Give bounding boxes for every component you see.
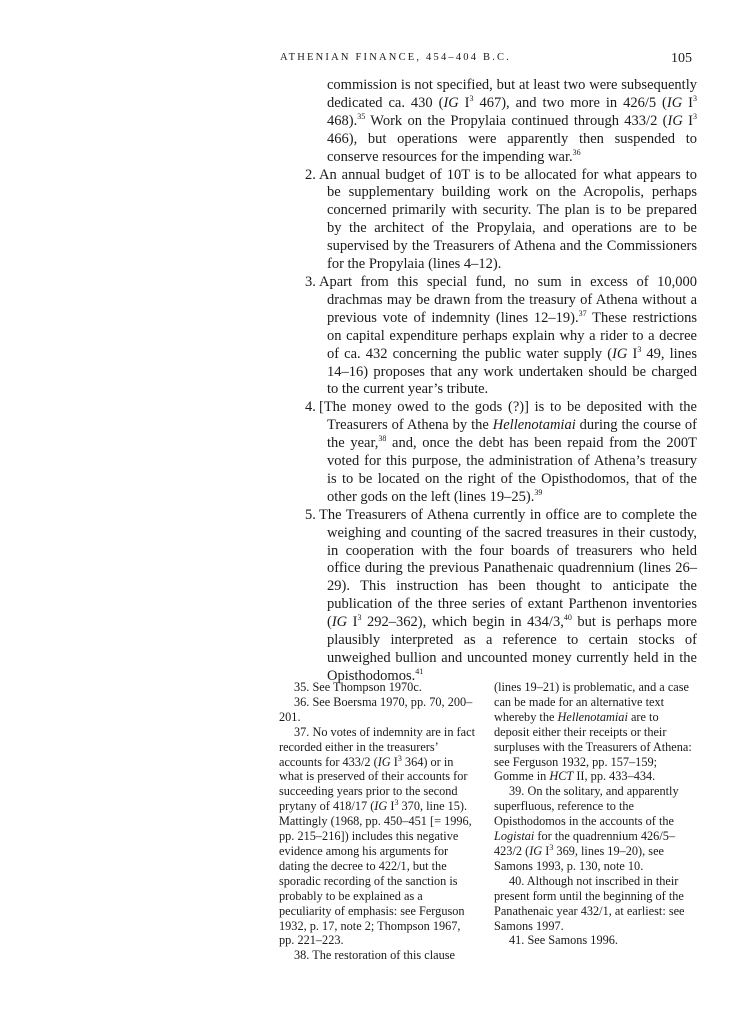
- text-run: (lines 19–21) is problematic, and a case can be made for an alternative text whereby the: [494, 680, 689, 724]
- text-run: during the course of the year,: [327, 417, 697, 452]
- superscript: 3: [693, 111, 697, 121]
- list-item-number: 2.: [305, 166, 316, 183]
- text-run: II, pp. 433–434.: [573, 769, 656, 784]
- text-run: 49, lines 14–16) proposes that any work undertaken should be charged to the current year’s tribute.: [327, 345, 697, 398]
- text-run: commission is not specified, but at least two were subsequently dedicated ca. 430 (: [327, 77, 697, 111]
- text-run: I: [390, 754, 398, 769]
- text-run: I: [347, 614, 358, 631]
- numbered-list: [305, 167, 697, 686]
- footnote: [494, 933, 692, 948]
- footnote: [494, 874, 692, 934]
- text-run: 38. The restoration of this clause: [294, 948, 455, 963]
- footnote: [494, 680, 692, 784]
- list-item-number: 4.: [305, 399, 316, 416]
- footnote: [279, 680, 477, 695]
- text-run: for the quadrennium 426/5–423/2 (: [494, 829, 676, 858]
- footnote: [279, 948, 477, 963]
- superscript: 35: [357, 111, 366, 121]
- text-run: I: [387, 799, 395, 814]
- italic-term: Hellenotamiai: [557, 709, 628, 724]
- text-run: 41. See Samons 1996.: [509, 933, 618, 948]
- continuation-paragraph: [305, 77, 697, 167]
- text-run: 39. On the solitary, and apparently superfluous, reference to the Opisthodomos in the accounts of the: [494, 784, 679, 829]
- text-run: 369, lines 19–20), see Samons 1993, p. 130, note 10.: [494, 843, 664, 873]
- text-run: I: [682, 112, 693, 129]
- text-run: [The money owed to the gods (?)] is to be deposited with the Treasurers of Athena by the: [319, 399, 697, 434]
- list-item-text: [305, 274, 697, 399]
- italic-term: IG: [529, 843, 543, 858]
- footnote: [279, 725, 477, 949]
- superscript: 3: [469, 94, 474, 104]
- text-run: 40. Although not inscribed in their present form until the beginning of the Panathenaic year 432/1, at earliest: see Samons 1997.: [494, 873, 685, 933]
- superscript: 3: [357, 613, 362, 623]
- footnotes-left-column: [279, 680, 477, 963]
- footnote: [494, 784, 692, 873]
- text-run: 370, line 15). Mattingly (1968, pp. 450–451 [= 1996, pp. 215–216]) includes this negative evidence among his arguments for dating the decree to 422/1, but the sporadic recording of the sanction is probably to be explained as a peculiarity of emphasis: see Ferguson 1932, p. 17, note 2; Thompson 1967, pp. 221–223.: [279, 799, 472, 948]
- list-item-text: [305, 507, 697, 686]
- list-item-text: [305, 167, 697, 274]
- text-run: I: [542, 843, 550, 858]
- list-item-text: [305, 399, 697, 506]
- text-run: 292–362), which begin in 434/3,: [361, 614, 564, 631]
- text-run: An annual budget of 10T is to be allocated for what appears to be supplementary building work on the Acropolis, perhaps concerned primarily with security. The plan is to be prepared by the architect of the Propylaia, and operations are to be supervised by the Treasurers of Athena and the Commissioners for the Propylaia (lines 4–12).: [319, 166, 697, 273]
- text-run: Apart from this special fund, no sum in excess of 10,000 drachmas may be drawn from the treasury of Athena without a previous vote of indemnity (lines 12–19).: [319, 273, 697, 326]
- italic-term: IG: [667, 112, 683, 129]
- list-item-number: 3.: [305, 273, 316, 290]
- list-item-number: 5.: [305, 506, 316, 523]
- superscript: 36: [572, 147, 581, 157]
- text-run: 364) or in what is preserved of their accounts for succeeding years prior to the second prytany of 418/17 (: [279, 754, 468, 814]
- superscript: 37: [578, 308, 587, 318]
- list-item: [305, 274, 697, 399]
- text-run: 37. No votes of indemnity are in fact recorded either in the treasurers’ accounts for 433/2 (: [279, 724, 475, 769]
- superscript: 3: [394, 798, 399, 808]
- italic-term: IG: [374, 799, 388, 814]
- text-run: I: [458, 94, 470, 111]
- italic-term: IG: [331, 614, 348, 631]
- list-item: [305, 507, 697, 686]
- text-run: Work on the Propylaia continued through 433/2 (: [365, 112, 668, 129]
- italic-term: IG: [666, 94, 683, 111]
- superscript: 3: [397, 753, 402, 763]
- italic-term: IG: [443, 94, 459, 111]
- italic-term: IG: [612, 345, 628, 362]
- superscript: 3: [637, 344, 642, 354]
- text-run: I: [682, 94, 693, 111]
- superscript: 41: [415, 667, 424, 677]
- running-head-title: ATHENIAN FINANCE, 454–404 B.C.: [280, 52, 512, 63]
- superscript: 39: [534, 488, 543, 498]
- list-item: [305, 399, 697, 506]
- text-run: These restrictions on capital expenditure perhaps explain why a rider to a decree of ca. 432 concerning the public water supply (: [327, 309, 698, 362]
- italic-term: IG: [377, 754, 391, 769]
- superscript: 3: [692, 94, 697, 104]
- text-run: 466), but operations were apparently then suspended to conserve resources for the impending war.: [327, 130, 697, 165]
- text-run: but is perhaps more plausibly interpreted as a reference to certain stocks of unweighed bullion and uncounted money currently held in the Opisthodomos.: [327, 614, 697, 684]
- italic-term: HCT: [549, 769, 574, 784]
- text-run: 467), and two more in 426/5 (: [473, 94, 667, 111]
- superscript: 38: [378, 434, 387, 444]
- text-run: I: [627, 345, 638, 362]
- text-run: The Treasurers of Athena currently in office are to complete the weighing and counting of the sacred treasures in their custody, in cooperation with the four boards of treasurers who held office during the previous Panathenaic quadrennium (lines 26–29). This instruction has been thought to anticipate the publication of the three series of extant Parthenon inventories (: [319, 506, 697, 631]
- list-item: [305, 167, 697, 274]
- footnote: [279, 695, 477, 725]
- text-run: 468).: [327, 112, 358, 129]
- superscript: 40: [563, 613, 572, 623]
- text-run: 36. See Boersma 1970, pp. 70, 200–201.: [279, 694, 473, 724]
- superscript: 3: [549, 842, 554, 852]
- text-run: and, once the debt has been repaid from the 200T voted for this purpose, the administration of Athena’s treasury is to be located on the right of the Opisthodomos, that of the other gods on the left (lines 19–25).: [327, 435, 697, 505]
- footnotes-right-column: [494, 680, 692, 948]
- page-number: 105: [671, 51, 692, 66]
- italic-term: Hellenotamiai: [492, 417, 576, 434]
- running-header: [280, 52, 692, 70]
- italic-term: Logistai: [494, 829, 535, 844]
- text-run: are to deposit either their receipts or their surpluses with the Treasurers of Athena: see Ferguson 1932, pp. 157–159; Gomme in: [494, 709, 692, 784]
- text-run: 35. See Thompson 1970c.: [294, 680, 422, 694]
- main-text: [305, 77, 697, 686]
